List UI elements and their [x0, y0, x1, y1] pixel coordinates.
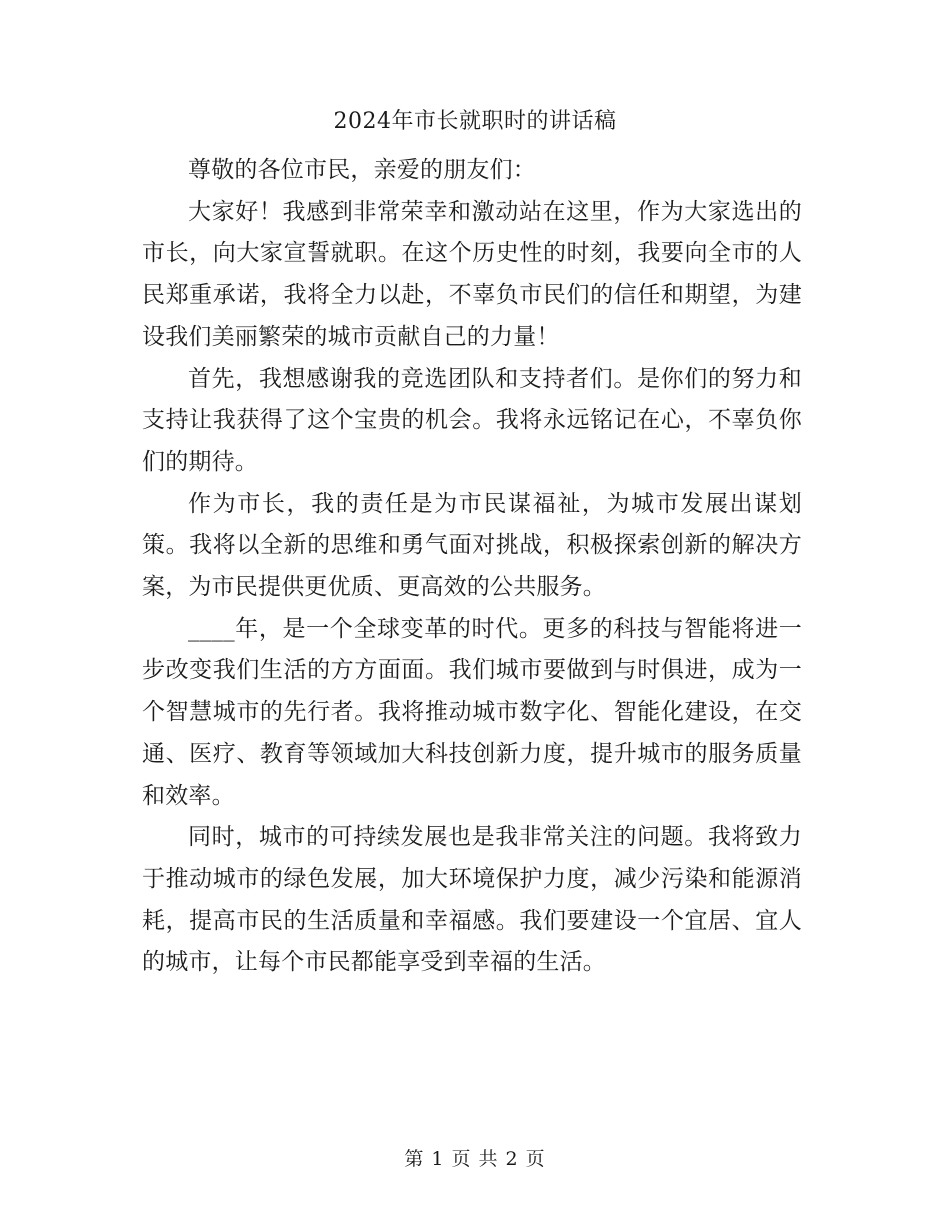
- paragraph-sustainability: 同时，城市的可持续发展也是我非常关注的问题。我将致力于推动城市的绿色发展，加大环境保护力度，减少污染和能源消耗，提高市民的生活质量和幸福感。我们要建设一个宜居、宜人的城市，让每个市民都能享受到幸福的生活。: [142, 824, 802, 976]
- paragraph-smart-city: ____年，是一个全球变革的时代。更多的科技与智能将进一步改变我们生活的方方面面。我们城市要做到与时俱进，成为一个智慧城市的先行者。我将推动城市数字化、智能化建设，在交通、医疗、教育等领域加大科技创新力度，提升城市的服务质量和效率。: [142, 615, 802, 809]
- paragraph-thanks: 首先，我想感谢我的竞选团队和支持者们。是你们的努力和支持让我获得了这个宝贵的机会。我将永远铭记在心，不辜负你们的期待。: [142, 365, 802, 475]
- page-footer: 第 1 页 共 2 页: [404, 1148, 546, 1170]
- paragraph-responsibility: 作为市长，我的责任是为市民谋福祉，为城市发展出谋划策。我将以全新的思维和勇气面对挑战，积极探索创新的解决方案，为市民提供更优质、更高效的公共服务。: [142, 490, 802, 601]
- document-body: [142, 150, 802, 984]
- paragraph-salutation: 尊敬的各位市民，亲爱的朋友们：: [188, 157, 536, 183]
- document-title: 2024年市长就职时的讲话稿: [333, 109, 617, 134]
- paragraph-greeting: 大家好！我感到非常荣幸和激动站在这里，作为大家选出的市长，向大家宣誓就职。在这个历史性的时刻，我要向全市的人民郑重承诺，我将全力以赴，不辜负市民们的信任和期望，为建设我们美丽繁荣的城市贡献自己的力量！: [142, 198, 802, 350]
